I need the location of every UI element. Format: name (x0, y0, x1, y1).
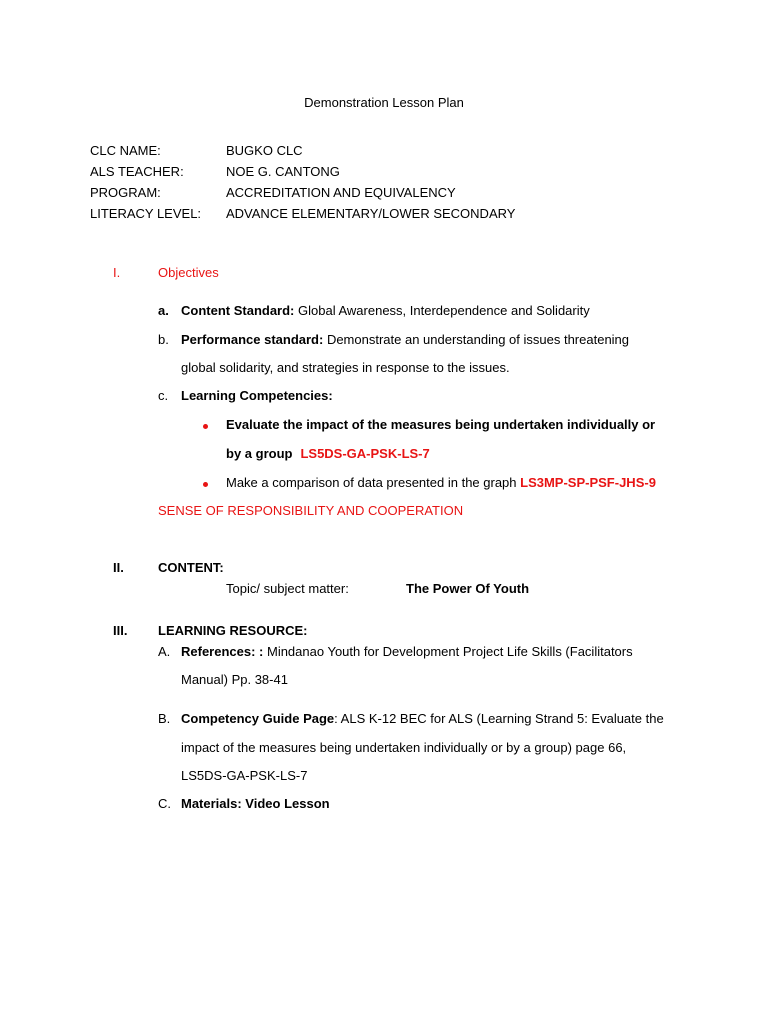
materials-label: Materials: Video Lesson (181, 796, 330, 811)
als-teacher-value: NOE G. CANTONG (226, 164, 340, 179)
competency-1-code: LS5DS-GA-PSK-LS-7 (300, 446, 430, 461)
competency-guide-text-2: impact of the measures being undertaken individually or by a group) page 66, (181, 740, 627, 755)
references-line (181, 644, 633, 660)
value-focus: SENSE OF RESPONSIBILITY AND COOPERATION (158, 503, 464, 518)
program-value: ACCREDITATION AND EQUIVALENCY (226, 185, 456, 200)
section-1-number: I. (113, 265, 121, 280)
topic-value: The Power Of Youth (406, 581, 530, 596)
literacy-level-label: LITERACY LEVEL: (90, 206, 202, 221)
competency-guide-line (181, 711, 664, 727)
learning-competencies-label: Learning Competencies: (181, 388, 333, 403)
bullet-icon (203, 417, 208, 433)
item-a-marker: a. (158, 303, 169, 318)
section-3-number: III. (113, 623, 128, 638)
item-c-marker: c. (158, 388, 169, 403)
program-label: PROGRAM: (90, 185, 161, 200)
performance-standard-line (181, 332, 629, 348)
references-text-2: Manual) Pp. 38-41 (181, 672, 288, 687)
content-standard-text: Global Awareness, Interdependence and Solidarity (294, 303, 590, 318)
document-title: Demonstration Lesson Plan (304, 95, 464, 110)
item-b-marker: b. (158, 332, 169, 347)
competency-guide-label: Competency Guide Page (181, 711, 335, 726)
performance-standard-text: Demonstrate an understanding of issues threatening (323, 332, 630, 347)
references-label: References: : (181, 644, 264, 659)
competency-1-line-2 (226, 446, 430, 462)
topic-label: Topic/ subject matter: (226, 581, 349, 596)
bullet-icon (203, 475, 208, 491)
section-2-number: II. (113, 560, 124, 575)
competency-1-text: by a group (226, 446, 293, 461)
performance-standard-text-2: global solidarity, and strategies in response to the issues. (181, 360, 510, 375)
competency-guide-text: : ALS K-12 BEC for ALS (Learning Strand 5: Evaluate the (334, 711, 664, 726)
item-C-marker: C. (158, 796, 171, 811)
clc-name-label: CLC NAME: (90, 143, 161, 158)
content-standard-label: Content Standard: (181, 303, 295, 318)
competency-guide-text-3: LS5DS-GA-PSK-LS-7 (181, 768, 308, 783)
competency-2-code: LS3MP-SP-PSF-JHS-9 (520, 475, 656, 490)
references-text: Mindanao Youth for Development Project Life Skills (Facilitators (263, 644, 633, 659)
competency-2-text: Make a comparison of data presented in the graph (226, 475, 521, 490)
performance-standard-label: Performance standard: (181, 332, 324, 347)
competency-2-line (226, 475, 656, 491)
item-B-marker: B. (158, 711, 171, 726)
competency-1-line-1: Evaluate the impact of the measures being undertaken individually or (226, 417, 656, 432)
literacy-level-value: ADVANCE ELEMENTARY/LOWER SECONDARY (226, 206, 516, 221)
item-A-marker: A. (158, 644, 171, 659)
section-2-heading: CONTENT: (158, 560, 224, 575)
clc-name-value: BUGKO CLC (226, 143, 303, 158)
section-1-heading: Objectives (158, 265, 219, 280)
content-standard-line (181, 303, 590, 319)
als-teacher-label: ALS TEACHER: (90, 164, 184, 179)
section-3-heading: LEARNING RESOURCE: (158, 623, 308, 638)
